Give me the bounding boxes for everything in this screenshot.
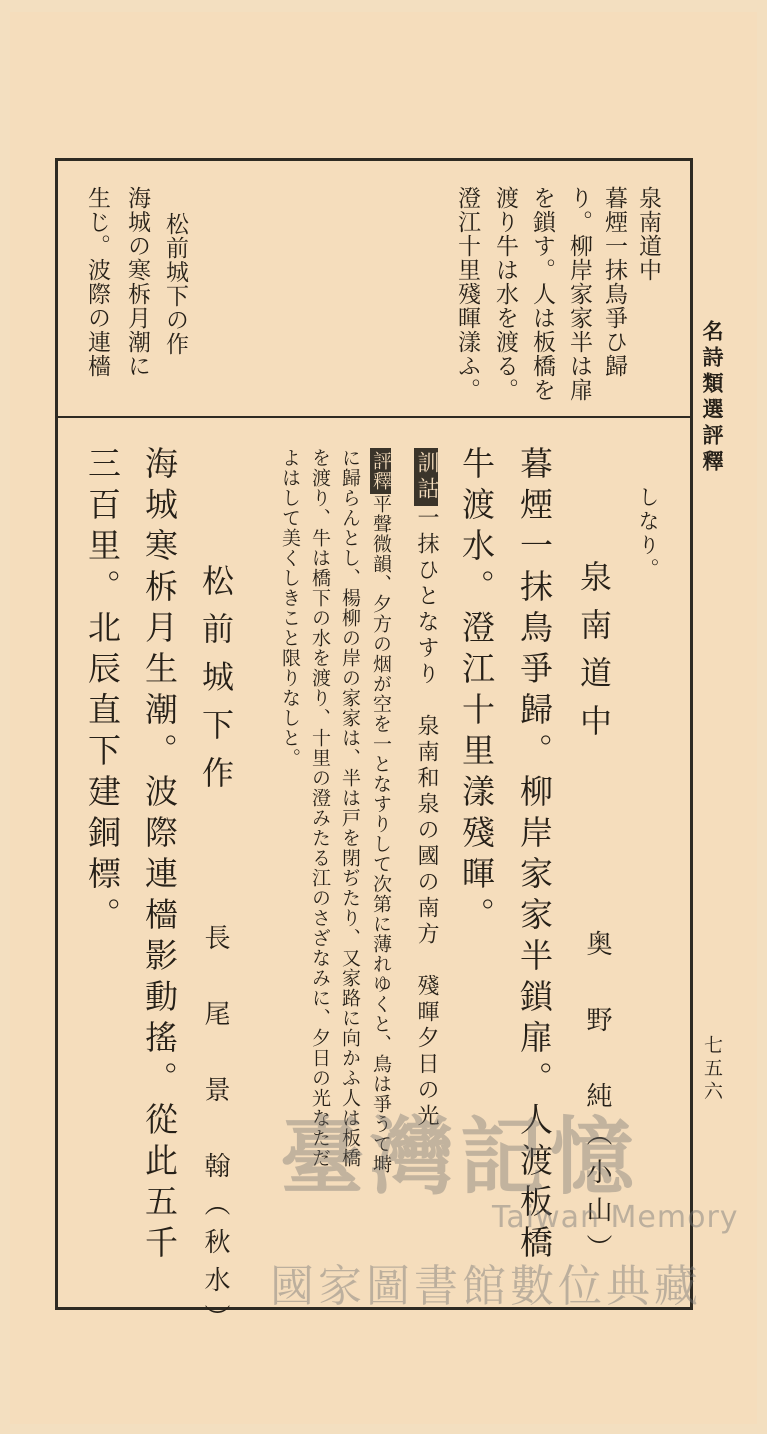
poem-author: 長 尾 景 翰（秋水）	[200, 924, 230, 1342]
poem-line: 三百里。北辰直下建銅標。	[83, 446, 122, 938]
commentary-tag: 評釋	[370, 448, 391, 494]
watermark-english: Taiwan Memory	[492, 1200, 739, 1235]
commentary-line: よはして美くしきこと限りなしと。	[279, 448, 301, 768]
gloss-text: 一抹ひとなすり 泉南和泉の國の南方 殘暉夕日の光	[414, 506, 439, 1130]
page-number: 七五六	[701, 1035, 723, 1104]
upper-line: り。柳岸家家半は扉	[566, 186, 592, 402]
upper-line: 渡り牛は水を渡る。	[492, 186, 518, 402]
gloss-tag: 訓詁	[414, 448, 438, 506]
upper-line: 澄江十里殘暉漾ふ。	[454, 186, 480, 402]
commentary-line: 評釋平聲微韻、夕方の烟が空を一となすりして次第に薄れゆくと、鳥は爭うて塒	[370, 448, 391, 1174]
box-divider	[55, 416, 693, 418]
watermark-logo: 臺灣記憶	[280, 1108, 641, 1206]
lead-text: しなり。	[636, 486, 660, 582]
watermark-chinese: 國家圖書館數位典藏	[270, 1261, 702, 1312]
running-head: 名詩類選評釋	[700, 320, 725, 476]
poem-author: 奥 野 純（小山）	[582, 930, 612, 1272]
poem-title: 泉南道中	[575, 560, 613, 752]
upper-line: 松前城下の作	[162, 212, 188, 356]
upper-line: を鎖す。人は板橋を	[529, 186, 555, 402]
upper-line: 泉南道中	[635, 186, 661, 282]
poem-line: 海城寒柝月生潮。波際連檣影動搖。從此五千	[140, 446, 179, 1266]
poem-line: 暮煙一抹鳥爭歸。柳岸家家半鎖扉。人渡板橋	[515, 446, 554, 1266]
upper-line: 生じ。波際の連檣	[84, 186, 110, 378]
upper-line: 暮煙一抹鳥爭ひ歸	[601, 186, 627, 378]
commentary-line: に歸らんとし、楊柳の岸の家家は、半は戸を閉ぢたり、又家路に向かふ人は板橋	[339, 448, 361, 1168]
commentary-line: を渡り、牛は橋下の水を渡り、十里の澄みたる江のさざなみに、夕日の光なただ	[309, 448, 331, 1168]
poem-line: 牛渡水。澄江十里漾殘暉。	[457, 446, 496, 938]
gloss-note	[414, 448, 438, 1130]
upper-line: 海城の寒柝月潮に	[124, 186, 150, 378]
poem-title: 松前城下作	[197, 564, 235, 804]
